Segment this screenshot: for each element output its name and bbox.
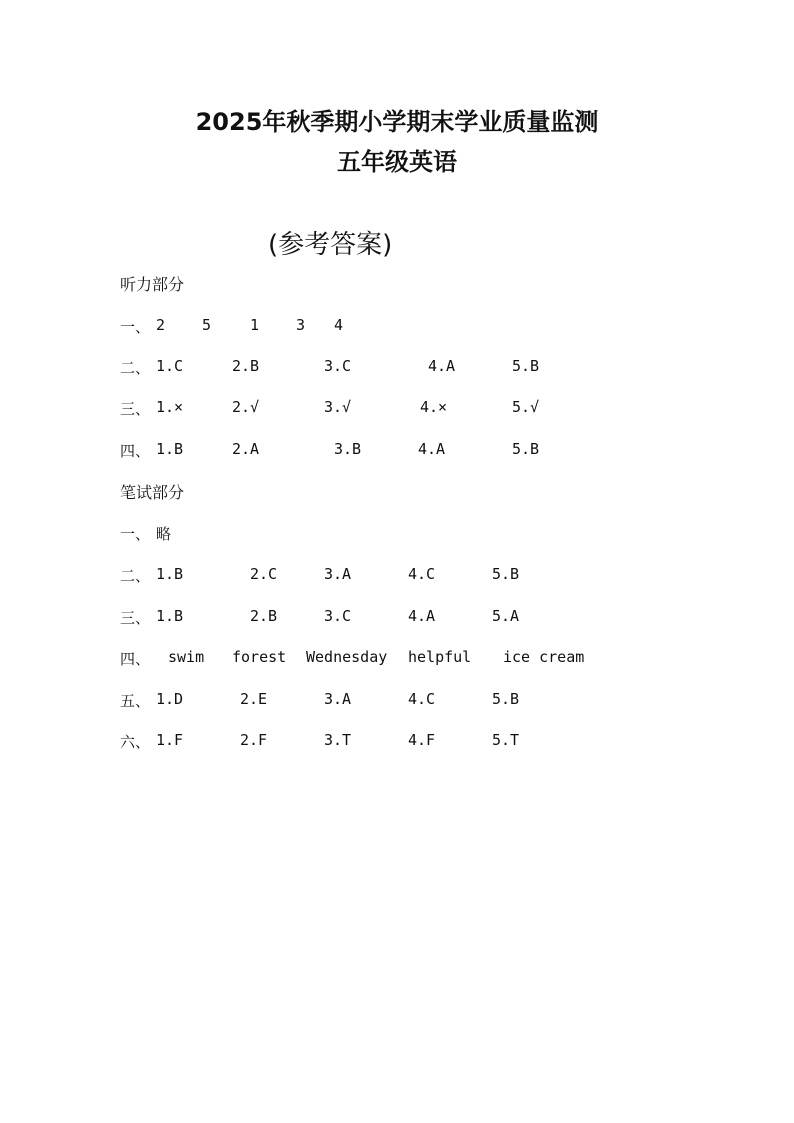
answer-item: 2.√ [232,398,260,416]
answer-item: 4.A [418,440,446,458]
answer-item: 2.E [240,690,268,708]
answer-item: 2 [156,316,166,334]
answer-item: 1 [250,316,260,334]
row-label: 六、 [120,733,151,751]
answer-item: 3 [296,316,306,334]
answer-item: 3.√ [324,398,352,416]
answer-item: 4.F [408,731,436,749]
answer-item: 5.B [492,690,520,708]
writing-heading: 笔试部分 [120,483,185,502]
document-title: 2025年秋季期小学期末学业质量监测 [195,108,599,136]
row-label: 三、 [120,400,151,418]
row-label: 四、 [120,442,151,460]
answer-item: 3.T [324,731,352,749]
row-label: 二、 [120,359,151,377]
answer-item: 1.× [156,398,184,416]
answer-item: 4.C [408,690,436,708]
answer-item: 1.B [156,440,184,458]
answer-item: 1.D [156,690,184,708]
answer-item: 3.C [324,607,352,625]
answer-item: 1.B [156,607,184,625]
answer-item: 5.A [492,607,520,625]
answer-item: 5 [202,316,212,334]
answer-item: swim [168,648,205,666]
row-label: 二、 [120,567,151,585]
row-label: 四、 [120,650,151,668]
answer-item: 4.C [408,565,436,583]
answer-item: 3.C [324,357,352,375]
answer-item: 4.A [428,357,456,375]
answer-item: ice cream [503,648,585,666]
answer-item: 2.B [232,357,260,375]
answer-item: 略 [156,525,172,543]
answer-item: 5.B [512,357,540,375]
answer-item: 3.A [324,565,352,583]
answer-item: helpful [408,648,472,666]
answer-item: Wednesday [306,648,388,666]
answer-item: 2.F [240,731,268,749]
answer-key-label: (参考答案) [268,230,393,260]
row-label: 一、 [120,525,151,543]
answer-item: 2.A [232,440,260,458]
answer-item: 2.C [250,565,278,583]
row-label: 三、 [120,609,151,627]
answer-item: 3.A [324,690,352,708]
answer-item: 5.B [492,565,520,583]
answer-item: 2.B [250,607,278,625]
row-label: 五、 [120,692,151,710]
answer-item: 3.B [334,440,362,458]
answer-item: 5.B [512,440,540,458]
document-subtitle-grade: 五年级英语 [337,148,457,176]
answer-item: 4.× [420,398,448,416]
answer-item: 1.F [156,731,184,749]
answer-item: 5.T [492,731,520,749]
answer-item: 5.√ [512,398,540,416]
answer-item: forest [232,648,287,666]
row-label: 一、 [120,318,151,336]
answer-item: 4.A [408,607,436,625]
answer-item: 1.C [156,357,184,375]
answer-item: 4 [334,316,344,334]
listening-heading: 听力部分 [120,275,185,294]
answer-item: 1.B [156,565,184,583]
